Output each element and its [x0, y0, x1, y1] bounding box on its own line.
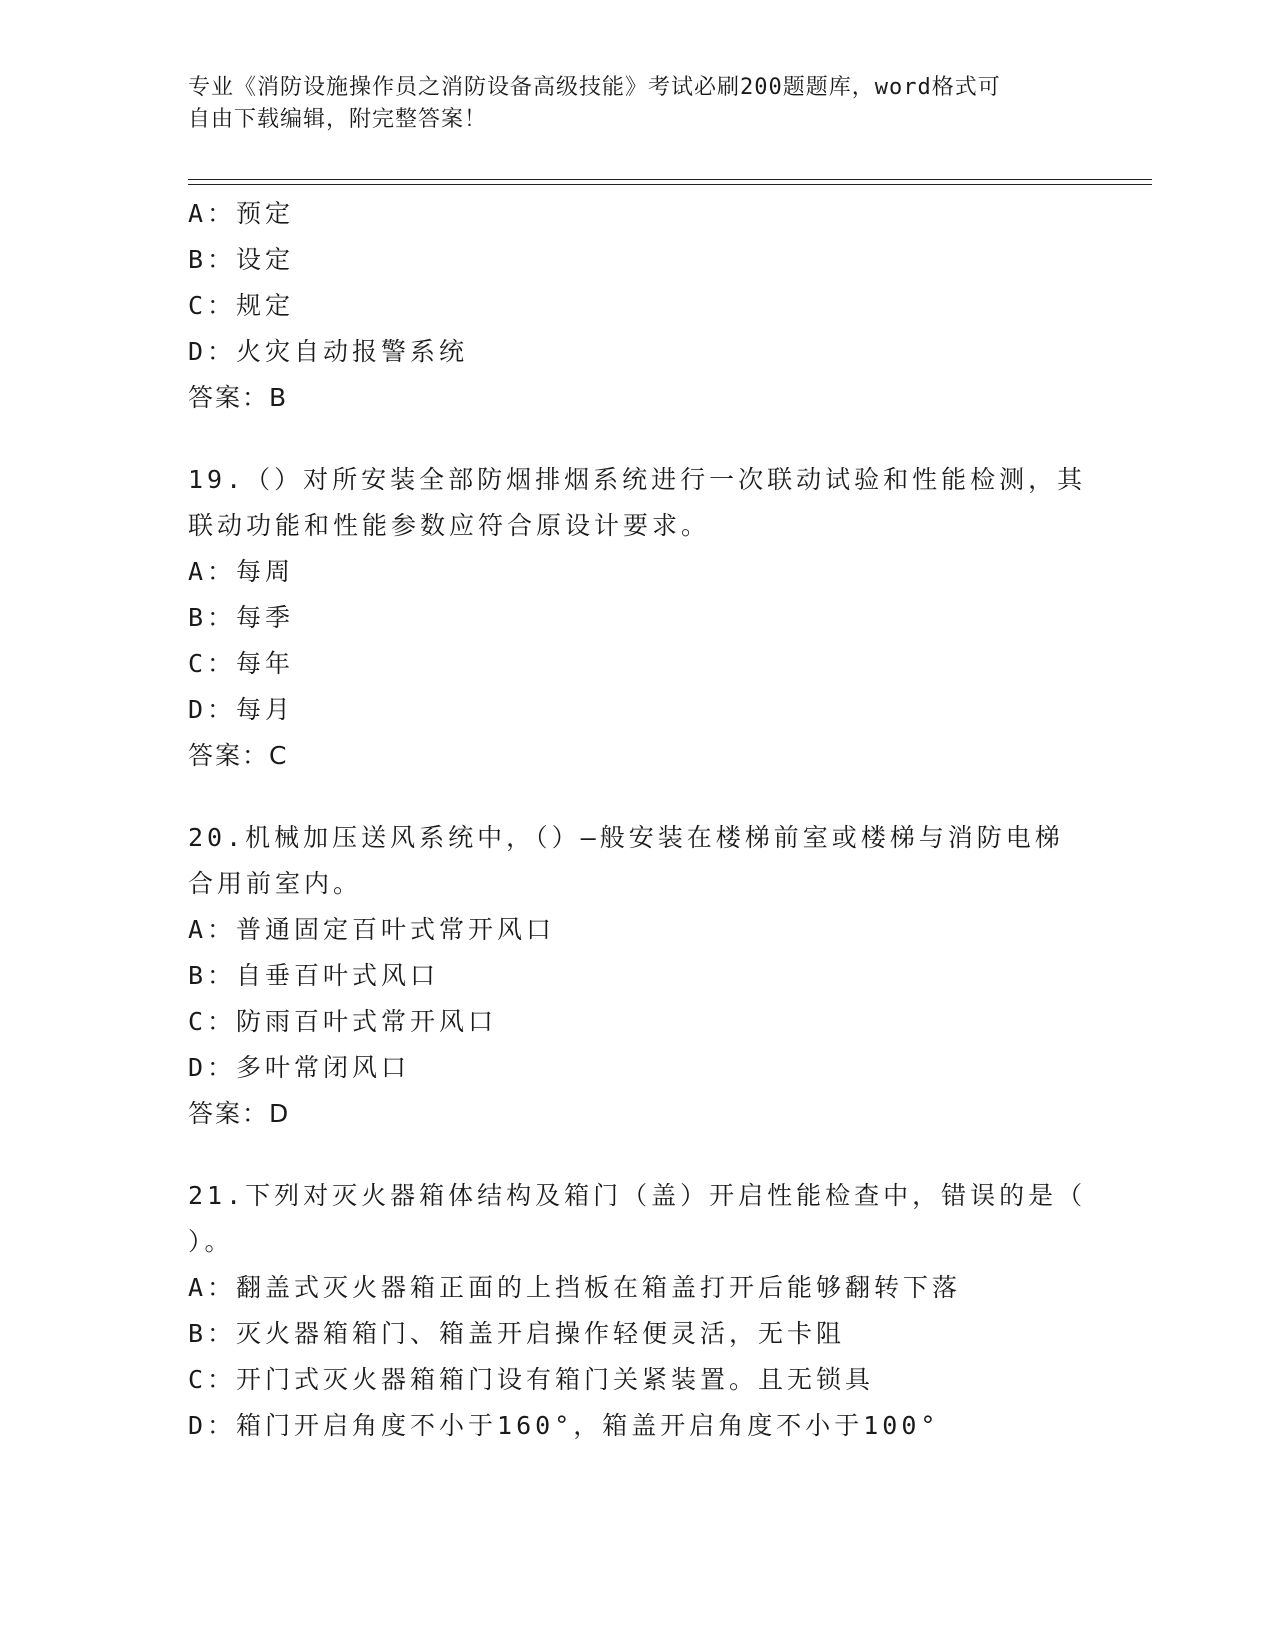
question-text: 20.机械加压送风系统中，（）—般安装在楼梯前室或楼梯与消防电梯 合用前室内。: [188, 823, 1064, 898]
question-block-20: [188, 815, 1088, 1137]
option-b: B：每季: [188, 603, 295, 632]
option-a: A：普通固定百叶式常开风口: [188, 915, 556, 944]
option-a: A：预定: [188, 199, 295, 228]
document-header-title: 专业《消防设施操作员之消防设备高级技能》考试必刷200题题库，word格式可 自由下载编辑，附完整答案！: [188, 75, 1001, 132]
answer-line: 答案：B: [188, 383, 289, 412]
option-d: D：每月: [188, 695, 295, 724]
option-c: C：每年: [188, 649, 295, 678]
option-b: B：设定: [188, 245, 295, 274]
option-a: A：每周: [188, 557, 295, 586]
option-c: C：开门式灭火器箱箱门设有箱门关紧装置。且无锁具: [188, 1365, 875, 1394]
option-b: B：灭火器箱箱门、箱盖开启操作轻便灵活，无卡阻: [188, 1319, 846, 1348]
option-c: C：规定: [188, 291, 295, 320]
option-a: A：翻盖式灭火器箱正面的上挡板在箱盖打开后能够翻转下落: [188, 1273, 962, 1302]
option-d: D：多叶常闭风口: [188, 1053, 411, 1082]
question-block-21: [188, 1173, 1088, 1449]
document-content: [188, 191, 1088, 1449]
question-block-18: [188, 191, 1088, 421]
question-text: 19.（）对所安装全部防烟排烟系统进行一次联动试验和性能检测，其 联动功能和性能参数应符合原设计要求。: [188, 465, 1087, 540]
header-divider-top: [188, 179, 1152, 180]
option-d: D：火灾自动报警系统: [188, 337, 469, 366]
question-text: 21.下列对灭火器箱体结构及箱门（盖）开启性能检查中，错误的是（ ）。: [188, 1181, 1087, 1256]
answer-line: 答案：C: [188, 741, 289, 770]
option-c: C：防雨百叶式常开风口: [188, 1007, 498, 1036]
answer-line: 答案：D: [188, 1099, 291, 1128]
header-divider-bottom: [188, 184, 1152, 185]
option-d: D：箱门开启角度不小于160°，箱盖开启角度不小于100°: [188, 1411, 940, 1440]
option-b: B：自垂百叶式风口: [188, 961, 440, 990]
question-block-19: [188, 457, 1088, 779]
